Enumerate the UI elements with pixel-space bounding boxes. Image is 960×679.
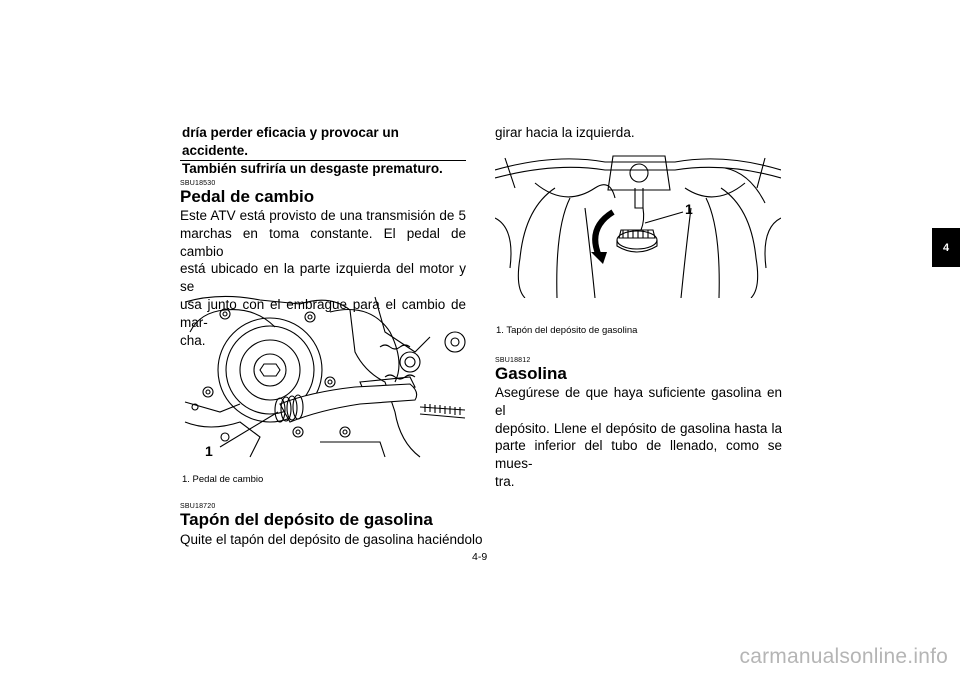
paragraph-fuel-line-2: depósito. Llene el depósito de gasolina hasta la: [495, 420, 782, 436]
caption-pedal: 1. Pedal de cambio: [182, 474, 264, 485]
section-code-pedal: SBU18530: [180, 180, 216, 187]
warning-line-1: dría perder eficacia y provocar un accidente.: [182, 125, 399, 158]
paragraph-fuel: [495, 384, 782, 491]
page-number: 4-9: [472, 551, 488, 563]
pedal-figure-callout: 1: [205, 443, 213, 459]
paragraph-fuel-line-4: tra.: [495, 473, 515, 489]
section-code-cap: SBU18720: [180, 503, 216, 510]
paragraph-fuel-line-3: parte inferior del tubo de llenado, como se mues-: [495, 438, 782, 472]
paragraph-pedal-line-2: marchas en toma constante. El pedal de cambio: [180, 225, 466, 259]
heading-cap: Tapón del depósito de gasolina: [180, 510, 433, 529]
caption-cap: 1. Tapón del depósito de gasolina: [496, 325, 638, 336]
chapter-tab: 4: [932, 228, 960, 267]
paragraph-pedal-line-1: Este ATV está provisto de una transmisión de 5: [180, 208, 466, 223]
paragraph-cap-line-2: girar hacia la izquierda.: [495, 125, 635, 140]
warning-line-2: También sufriría un desgaste prematuro.: [182, 161, 443, 176]
warning-divider: [180, 160, 466, 161]
fuel-cap-illustration: [495, 148, 781, 298]
paragraph-fuel-line-1: Asegúrese de que haya suficiente gasolina en el: [495, 385, 782, 418]
paragraph-pedal-line-3: está ubicado en la parte izquierda del motor y se: [180, 261, 466, 295]
paragraph-pedal-line-5: cha.: [180, 332, 206, 348]
warning-text: [182, 124, 466, 178]
paragraph-pedal-line-4: usa junto con el embrague para el cambio de mar-: [180, 296, 466, 330]
heading-pedal: Pedal de cambio: [180, 187, 315, 206]
cap-figure-callout: 1: [685, 201, 693, 217]
paragraph-cap-line-1: Quite el tapón del depósito de gasolina haciéndolo: [180, 532, 483, 547]
heading-fuel: Gasolina: [495, 364, 567, 383]
shift-pedal-illustration: [180, 292, 466, 462]
section-code-fuel: SBU18812: [495, 357, 531, 364]
watermark-text: carmanualsonline.info: [739, 645, 948, 668]
